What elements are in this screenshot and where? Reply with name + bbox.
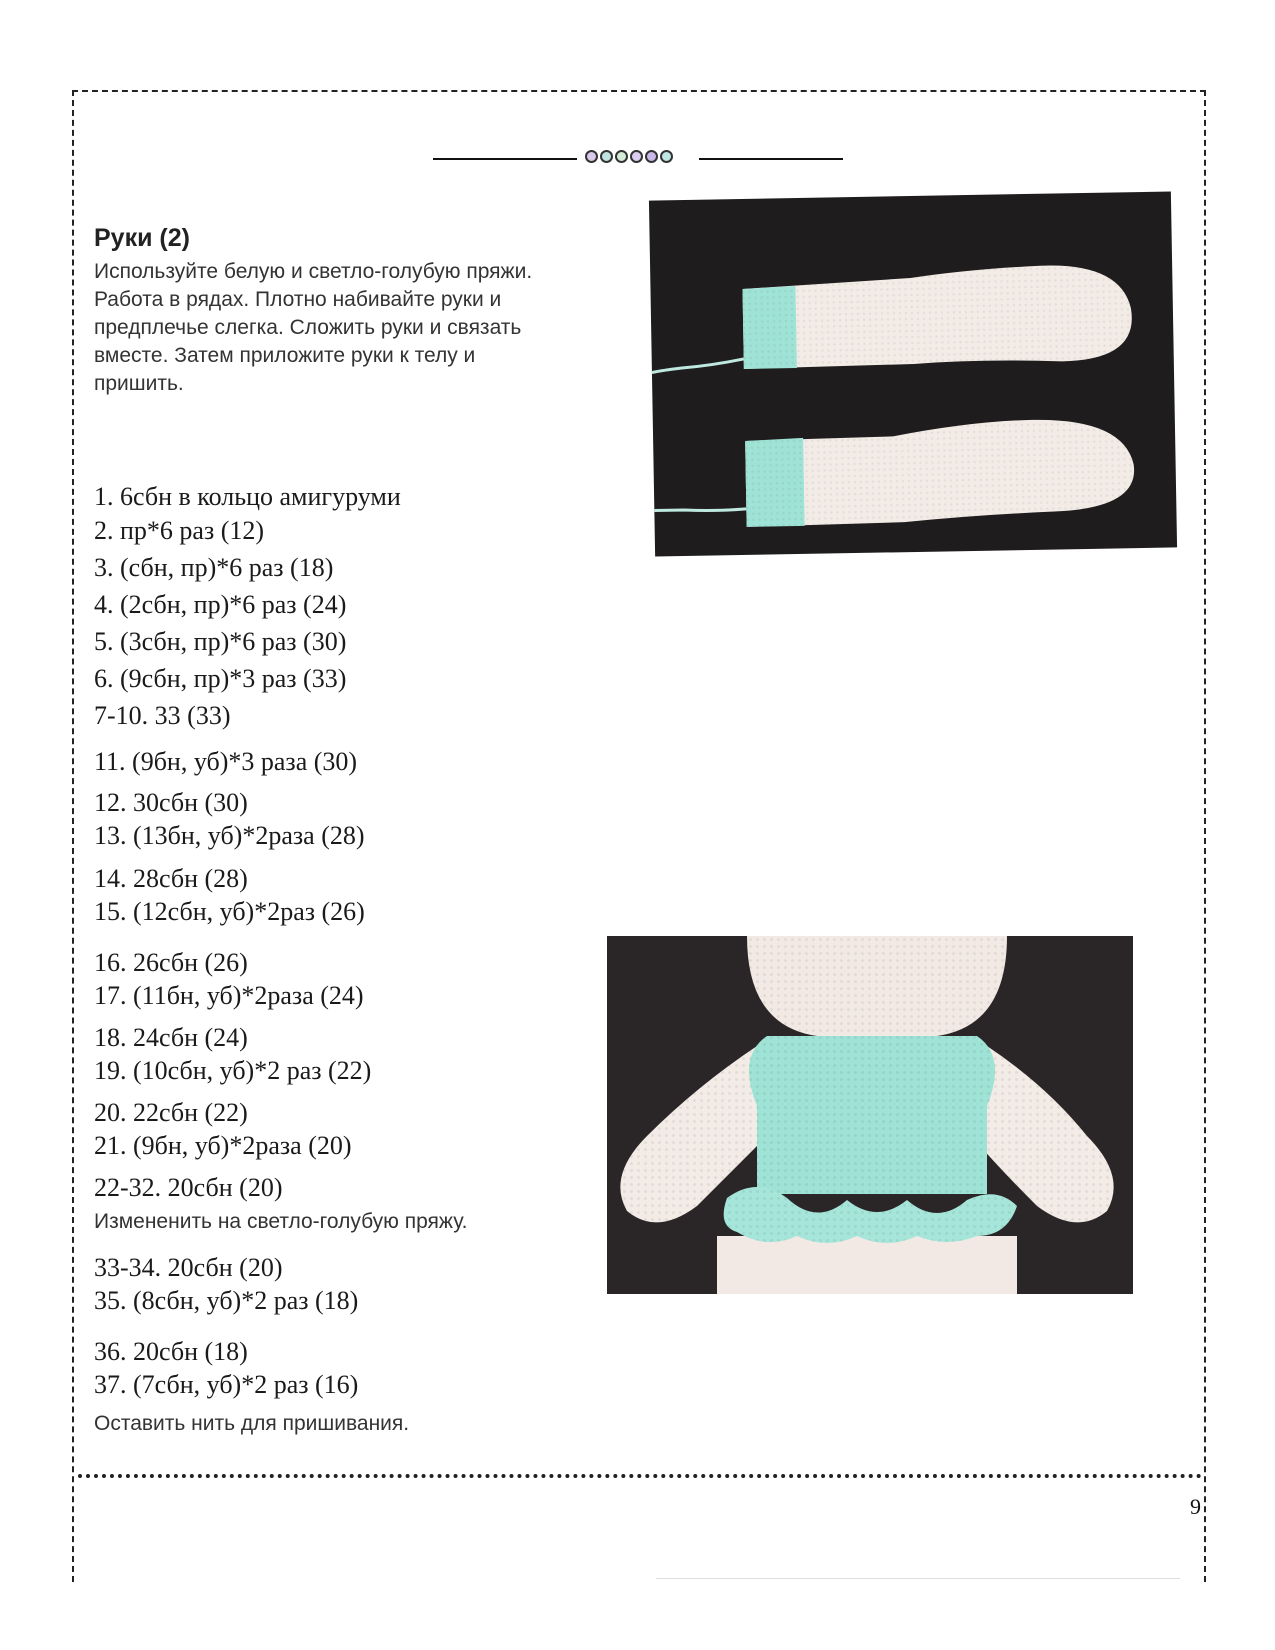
ornament-divider [433, 148, 843, 168]
divider-dot [630, 150, 643, 163]
section-title: Руки (2) [94, 224, 190, 252]
divider-line-right [699, 158, 843, 160]
step-row: 17. (11бн, уб)*2раза (24) [94, 981, 364, 1010]
step-row: 14. 28сбн (28) [94, 864, 248, 893]
step-row: 37. (7сбн, уб)*2 раз (16) [94, 1370, 359, 1399]
doll-photo [607, 936, 1133, 1294]
step-row: 36. 20сбн (18) [94, 1337, 248, 1366]
divider-dot [660, 150, 673, 163]
step-row: 19. (10сбн, уб)*2 раз (22) [94, 1056, 372, 1085]
divider-line-left [433, 158, 577, 160]
step-row: 7-10. 33 (33) [94, 701, 231, 730]
step-row: 6. (9сбн, пр)*3 раз (33) [94, 664, 347, 693]
step-row: 33-34. 20сбн (20) [94, 1253, 283, 1282]
divider-dot [645, 150, 658, 163]
step-row: 11. (9бн, уб)*3 раза (30) [94, 747, 358, 776]
step-row: 22-32. 20сбн (20) [94, 1173, 283, 1202]
step-row: 5. (3сбн, пр)*6 раз (30) [94, 627, 347, 656]
divider-dot [585, 150, 598, 163]
page-number: 9 [1190, 1494, 1201, 1519]
step-row: 3. (сбн, пр)*6 раз (18) [94, 553, 334, 582]
step-row: 2. пр*6 раз (12) [94, 516, 265, 545]
arms-photo [649, 191, 1177, 556]
yarn-change-note: Измененить на светло-голубую пряжу. [94, 1210, 468, 1233]
step-row: 21. (9бн, уб)*2раза (20) [94, 1131, 352, 1160]
divider-dots [585, 150, 673, 163]
divider-dot [615, 150, 628, 163]
step-row: 13. (13бн, уб)*2раза (28) [94, 821, 365, 850]
step-row: 20. 22сбн (22) [94, 1098, 248, 1127]
arm-bottom [653, 418, 1135, 528]
finish-note: Оставить нить для пришивания. [94, 1412, 410, 1435]
footer-line [656, 1578, 1180, 1579]
step-row: 16. 26сбн (26) [94, 948, 248, 977]
step-row: 35. (8сбн, уб)*2 раз (18) [94, 1286, 359, 1315]
divider-dot [600, 150, 613, 163]
step-row: 1. 6сбн в кольцо амигуруми [94, 482, 401, 511]
step-row: 15. (12сбн, уб)*2раз (26) [94, 897, 365, 926]
step-row: 12. 30сбн (30) [94, 788, 248, 817]
step-row: 4. (2сбн, пр)*6 раз (24) [94, 590, 347, 619]
bottom-divider [78, 1474, 1202, 1478]
step-row: 18. 24сбн (24) [94, 1023, 248, 1052]
arm-top [650, 264, 1132, 372]
section-intro: Используйте белую и светло-голубую пряжи. Работа в рядах. Плотно набивайте руки и предплечье слегка. Сложить руки и связать вместе. Затем приложите руки к телу и пришить. [94, 260, 533, 395]
